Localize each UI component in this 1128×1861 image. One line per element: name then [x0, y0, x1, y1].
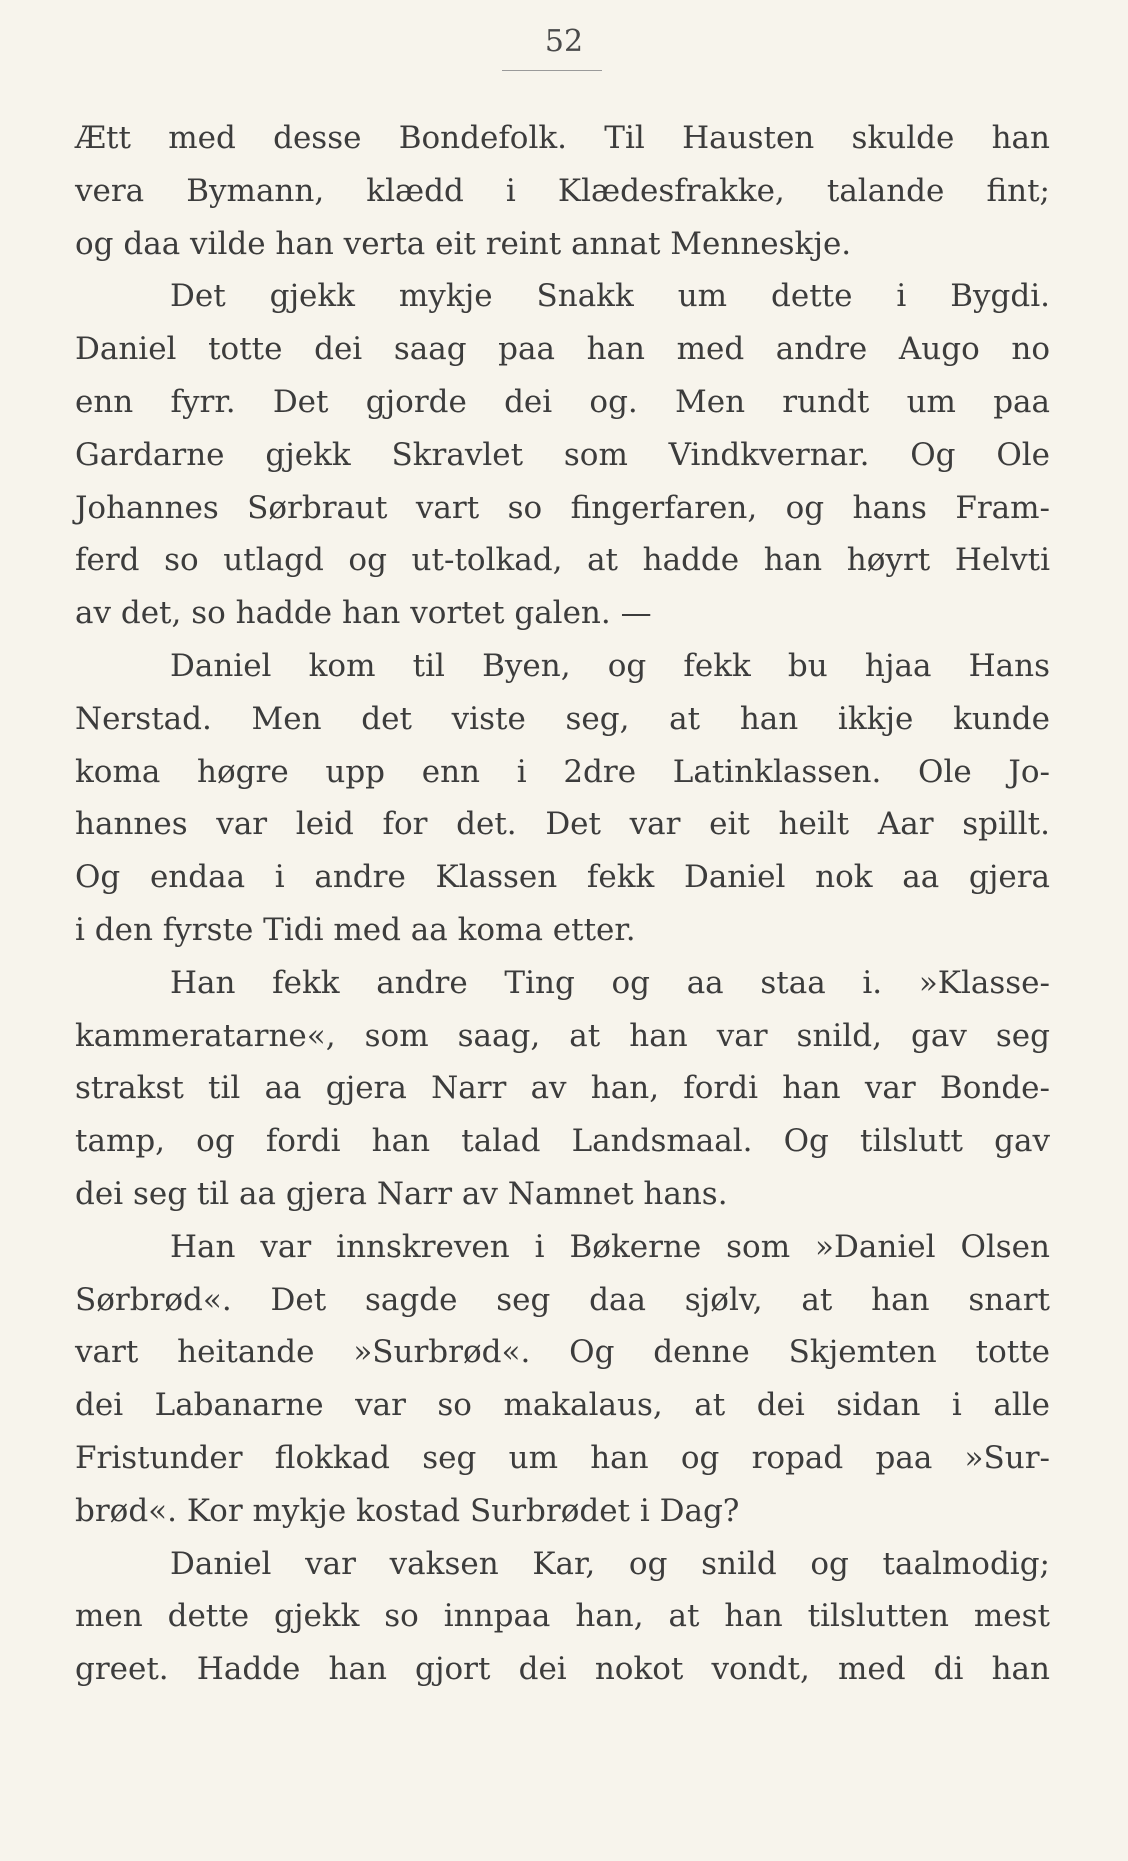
text-line: Daniel kom til Byen, og fekk bu hjaa Hans — [170, 647, 1050, 684]
text-line: Nerstad. Men det viste seg, at han ikkje kunde — [75, 700, 1050, 737]
text-line: og daa vilde han verta eit reint annat Menneskje. — [75, 225, 852, 262]
text-line: Sørbrød«. Det sagde seg daa sjølv, at han snart — [75, 1281, 1050, 1318]
text-line: Det gjekk mykje Snakk um dette i Bygdi. — [170, 278, 1050, 315]
page-number-underline — [502, 70, 602, 71]
text-line: Daniel var vaksen Kar, og snild og taalmodig; — [170, 1545, 1050, 1582]
text-line: men dette gjekk so innpaa han, at han tilslutten mest — [75, 1598, 1050, 1635]
text-line: koma høgre upp enn i 2dre Latinklassen. Ole Jo- — [75, 753, 1050, 790]
text-line: tamp, og fordi han talad Landsmaal. Og tilslutt gav — [75, 1123, 1050, 1160]
text-line: Og endaa i andre Klassen fekk Daniel nok aa gjera — [75, 859, 1050, 896]
text-line: Fristunder flokkad seg um han og ropad paa »Sur- — [75, 1439, 1050, 1476]
text-line: Ætt med desse Bondefolk. Til Hausten skulde han — [75, 120, 1050, 156]
text-line: hannes var leid for det. Det var eit heilt Aar spillt. — [75, 806, 1050, 843]
text-line: dei Labanarne var so makalaus, at dei sidan i alle — [75, 1387, 1050, 1424]
text-line: greet. Hadde han gjort dei nokot vondt, med di han — [75, 1651, 1050, 1688]
text-line: strakst til aa gjera Narr av han, fordi han var Bonde- — [75, 1070, 1050, 1107]
body-text — [75, 112, 1050, 1696]
text-line: Han fekk andre Ting og aa staa i. »Klasse- — [170, 964, 1050, 1001]
text-line: Daniel totte dei saag paa han med andre Augo no — [75, 331, 1050, 368]
text-line: av det, so hadde han vortet galen. — — [75, 595, 652, 632]
text-line: Johannes Sørbraut vart so fingerfaren, og hans Fram- — [75, 489, 1050, 526]
text-line: Gardarne gjekk Skravlet som Vindkvernar. Og Ole — [75, 436, 1050, 473]
page-number: 52 — [544, 24, 584, 59]
text-line: kammeratarne«, som saag, at han var snild, gav seg — [75, 1017, 1050, 1054]
text-line: ferd so utlagd og ut-tolkad, at hadde han høyrt Helvti — [75, 542, 1050, 579]
text-line: vart heitande »Surbrød«. Og denne Skjemten totte — [75, 1334, 1050, 1371]
text-line: dei seg til aa gjera Narr av Namnet hans. — [75, 1175, 728, 1212]
text-line: enn fyrr. Det gjorde dei og. Men rundt um paa — [75, 383, 1050, 420]
text-line: brød«. Kor mykje kostad Surbrødet i Dag? — [75, 1492, 740, 1529]
text-line: i den fyrste Tidi med aa koma etter. — [75, 911, 636, 948]
text-line: vera Bymann, klædd i Klædesfrakke, talande fint; — [75, 172, 1050, 209]
text-line: Han var innskreven i Bøkerne som »Daniel Olsen — [170, 1228, 1050, 1265]
